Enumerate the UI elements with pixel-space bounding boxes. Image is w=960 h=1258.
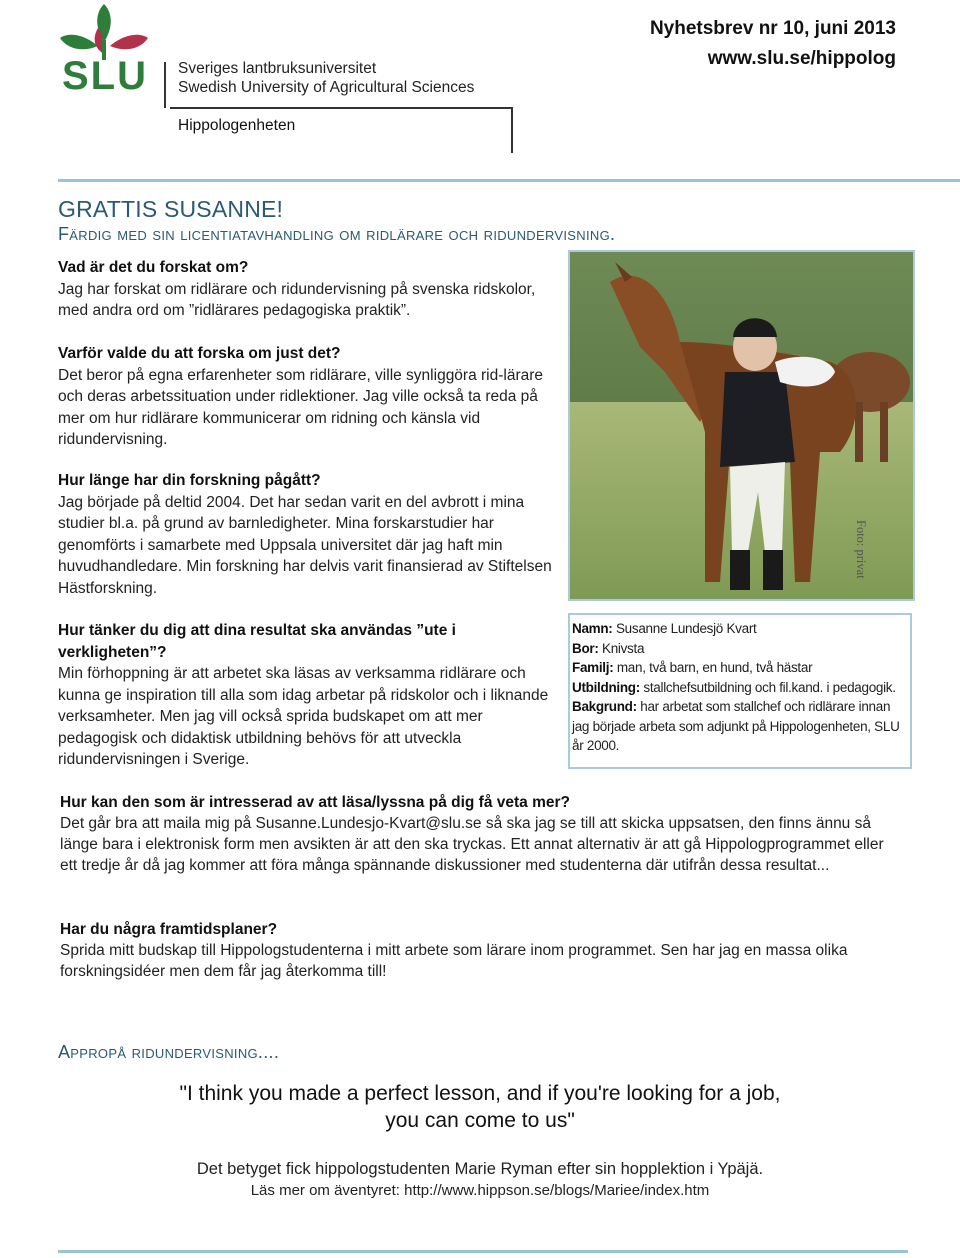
info-value: har arbetat som stallchef och ridlärare innan jag började arbeta som adjunkt på Hippologenheten, SLU år 2000. xyxy=(572,699,900,753)
qa-question: Varför valde du att forska om just det? xyxy=(58,345,341,362)
info-row xyxy=(572,697,908,756)
profile-infobox xyxy=(568,613,912,769)
info-label: Namn: xyxy=(572,621,613,636)
qa-question: Hur kan den som är intresserad av att läsa/lyssna på dig få veta mer? xyxy=(60,794,570,811)
qa-question: Hur tänker du dig att dina resultat ska användas ”ute i verkligheten”? xyxy=(58,622,456,661)
qa-question: Hur länge har din forskning pågått? xyxy=(58,472,321,489)
blog-link[interactable]: Läs mer om äventyret: http://www.hippson.se/blogs/Mariee/index.htm xyxy=(250,1182,710,1199)
info-row xyxy=(572,678,908,698)
top-rule xyxy=(58,179,960,182)
info-label: Bakgrund: xyxy=(572,699,637,714)
info-label: Utbildning: xyxy=(572,679,640,695)
slu-logo xyxy=(54,2,154,102)
university-name-en: Swedish University of Agricultural Sciences xyxy=(178,79,475,96)
qa-answer: Det går bra att maila mig på Susanne.Lundesjo-Kvart@slu.se så ska jag se till att skicka uppsatsen, den finns ännu så länge bara i elektronisk form men avsikten är att den ska tryckas. Ett annat alternativ är att gå Hippologprogrammet eller ett tredje år då jag kommer att föra många spännande diskussioner med studenterna där utifrån dessa resultat... xyxy=(60,815,884,874)
logo-text: SLU xyxy=(62,54,148,98)
newsletter-url[interactable]: www.slu.se/hippolog xyxy=(707,48,896,69)
qa-answer: Sprida mitt budskap till Hippologstudenterna i mitt arbete som lärare inom programmet. Sen har jag en massa olika forskningsidéer men dem får jag återkomma till! xyxy=(60,942,848,980)
qa-block xyxy=(58,257,563,322)
qa-block xyxy=(58,620,563,771)
university-name-sv: Sveriges lantbruksuniversitet xyxy=(178,60,377,77)
info-value: man, två barn, en hund, två hästar xyxy=(616,660,813,675)
info-value: stallchefsutbildning och fil.kand. i pedagogik. xyxy=(643,679,896,695)
qa-block xyxy=(60,792,900,876)
qa-block xyxy=(58,470,563,599)
bottom-rule xyxy=(58,1250,908,1253)
qa-question: Vad är det du forskat om? xyxy=(58,259,249,276)
article-subtitle: Färdig med sin licentiatavhandling om ridlärare och ridundervisning. xyxy=(58,224,616,244)
qa-answer: Det beror på egna erfarenheter som ridlärare, ville synliggöra rid-lärare och deras arbetssituation under ridlektioner. Jag ville också ta reda på mer om hur ridlärare kommunicerar om ridning och känsla vid ridundervisning. xyxy=(58,366,544,448)
info-row xyxy=(572,639,908,659)
quote-line-1: "I think you made a perfect lesson, and if you're looking for a job, xyxy=(179,1082,781,1105)
info-label: Bor: xyxy=(572,640,599,656)
quote xyxy=(110,1080,850,1134)
qa-question: Har du några framtidsplaner? xyxy=(60,921,278,938)
quote-line-2: you can come to us" xyxy=(385,1109,575,1132)
article-title: GRATTIS SUSANNE! xyxy=(58,196,284,222)
department-rule-vertical xyxy=(511,107,513,153)
info-row xyxy=(572,619,908,639)
quote-attribution: Det betyget fick hippologstudenten Marie Ryman efter sin hopplektion i Ypäjä. xyxy=(196,1160,764,1178)
photo-credit: Foto: privat xyxy=(854,520,868,579)
info-row xyxy=(572,658,908,678)
department-rule xyxy=(170,107,512,109)
info-label: Familj: xyxy=(572,660,614,675)
qa-answer: Min förhoppning är att arbetet ska läsas av verksamma ridlärare och kunna ge inspiration till alla som idag arbetar på ridskolor och i liknande verksamheter. Men jag vill också sprida budskapet om att mer pedagogisk och didaktisk utbildning behövs för att utveckla ridundervisningen i Sverige. xyxy=(58,665,549,768)
info-value: Susanne Lundesjö Kvart xyxy=(615,621,757,636)
header-divider xyxy=(164,62,166,108)
qa-block xyxy=(60,919,900,982)
quote-note xyxy=(100,1158,860,1202)
department-name: Hippologenheten xyxy=(178,117,296,134)
qa-answer: Jag har forskat om ridlärare och ridundervisning på svenska ridskolor, med andra ord om ”ridlärares pedagogiska praktik”. xyxy=(58,280,536,319)
info-value: Knivsta xyxy=(602,640,645,656)
qa-block xyxy=(58,343,563,451)
newsletter-title: Nyhetsbrev nr 10, juni 2013 xyxy=(649,18,896,39)
appropa-heading: Appropå ridundervisning.... xyxy=(58,1042,280,1062)
qa-answer: Jag började på deltid 2004. Det har sedan varit en del avbrott i mina studier bl.a. på grund av barnledigheter. Mina forskarstudier har genomförts i samarbete med Uppsala universitet där jag haft min huvudhandledare. Min forskning har delvis varit finansierad av Stiftelsen Hästforskning. xyxy=(58,493,552,597)
